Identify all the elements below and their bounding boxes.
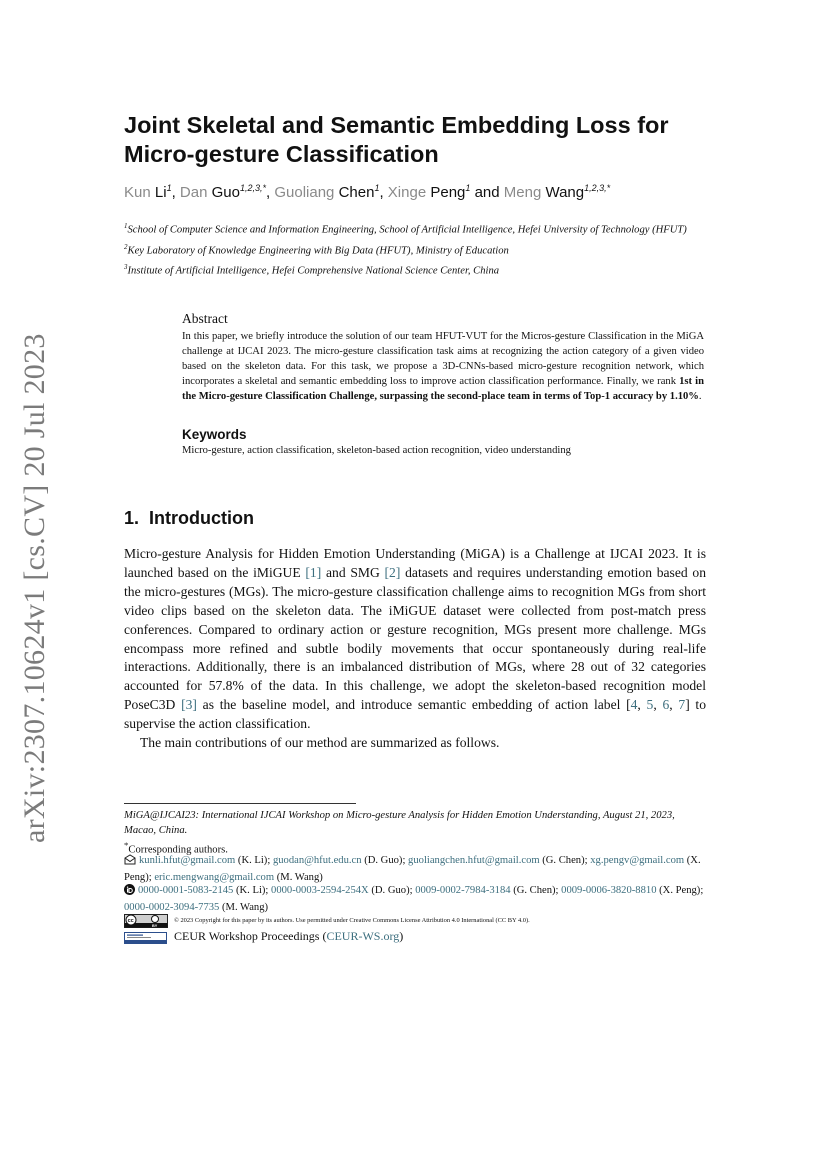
svg-text:cc: cc <box>127 917 134 924</box>
orcid-link-5[interactable]: 0000-0002-3094-7735 <box>124 902 220 913</box>
paper-title <box>124 111 706 169</box>
orcid-link-1[interactable]: 0000-0001-5083-2145 <box>138 885 234 896</box>
keywords-text: Micro-gesture, action classification, skeleton-based action recognition, video understanding <box>182 445 571 456</box>
citation-7[interactable]: 7 <box>678 697 686 713</box>
affiliation-2: $^2$Key Laboratory of Knowledge Engineering with Big Data (HFUT), Ministry of Education <box>124 242 509 257</box>
title-line-2: Micro-gesture Classification <box>124 141 439 167</box>
email-link-4[interactable]: xg.pengv@gmail.com <box>590 855 685 866</box>
citation-3[interactable]: [3] <box>181 697 197 713</box>
affiliation-3: $^3$Institute of Artificial Intelligence, Hefei Comprehensive National Science Center, China <box>124 263 500 277</box>
author-3: Guoliang Chen$^1$, <box>274 183 388 201</box>
email-link-3[interactable]: guoliangchen.hfut@gmail.com <box>408 855 540 866</box>
intro-body <box>124 545 706 753</box>
email-link-5[interactable]: eric.mengwang@gmail.com <box>154 872 275 883</box>
intro-paragraph-1: Micro-gesture Analysis for Hidden Emotion Understanding (MiGA) is a Challenge at IJCAI 2023. It is launched based on the iMiGUE [1] and SMG [2] datasets and requires understanding emotion based on the micro-gestures (MGs). The micro-gesture classification challenge aims to recognition MGs from short video clips based on the skeleton data. The iMiGUE dataset were collected from post-match press conferences. Compared to ordinary action or gesture recognition, MGs present more challenge. MGs encompass more refined and subtle bodily movements that occur spontaneously during real-life interactions. Additionally, there is an imbalanced distribution of MGs, where 28 out of 32 categories accounted for 57.8% of the data. In this challenge, we adopt the skeleton-based recognition model PoseC3D [3] as the baseline model, and introduce semantic embedding of action label [4, 5, 6, 7] to supervise the action classification. <box>124 546 707 732</box>
title-line-1: Joint Skeletal and Semantic Embedding Loss for <box>124 112 669 138</box>
author-5: Meng Wang$^{1,2,3,*}$ <box>503 183 611 201</box>
footnote-orcids: 0000-0001-5083-2145 (K. Li); 0000-0003-2594-254X (D. Guo); 0009-0002-7984-3184 (G. Chen); 0009-0006-3820-8810 (X. Peng); 0000-0002-3094-7735 (M. Wang) <box>124 885 704 913</box>
abstract-text: In this paper, we briefly introduce the solution of our team HFUT-VUT for the Micros-gesture Classification in the MiGA challenge at IJCAI 2023. The micro-gesture classification task aims at recognizing the action category of a given video based on the skeleton data. For this task, we propose a 3D-CNNs-based micro-gesture recognition network, which incorporates a skeletal and semantic embedding loss to improve action classification performance. Finally, we rank 1st in the Micro-gesture Classification Challenge, surpassing the second-place team in terms of Top-1 accuracy by 1.10%. <box>182 331 704 403</box>
orcid-link-2[interactable]: 0000-0003-2594-254X <box>271 885 369 896</box>
citation-4[interactable]: 4 <box>630 697 638 713</box>
footnote-rule <box>124 803 356 804</box>
email-link-1[interactable]: kunli.hfut@gmail.com <box>139 855 236 866</box>
citation-6[interactable]: 6 <box>662 697 670 713</box>
section-heading: 1. Introduction <box>124 508 255 528</box>
citation-5[interactable]: 5 <box>646 697 654 713</box>
author-4: Xinge Peng$^1$ and <box>387 183 504 201</box>
keywords-heading: Keywords <box>182 427 247 442</box>
footnote-corresponding: *Corresponding authors. <box>124 840 228 856</box>
abstract-result: 1st in the Micro-gesture Classification Challenge, surpassing the second-place team in terms of Top-1 accuracy by 1.10% <box>182 376 704 403</box>
author-1: Kun Li$^1$, <box>124 183 180 201</box>
svg-text:BY: BY <box>152 923 158 928</box>
affiliations <box>124 219 706 281</box>
envelope-icon <box>124 854 136 870</box>
footnote-emails: kunli.hfut@gmail.com (K. Li); guodan@hfut.edu.cn (D. Guo); guoliangchen.hfut@gmail.com (G. Chen); xg.pengv@gmail.com (X. Peng); eric.mengwang@gmail.com (M. Wang) <box>124 855 701 883</box>
ceur-logo-icon <box>124 931 167 949</box>
ceur-proceedings: CEUR Workshop Proceedings (CEUR-WS.org) <box>174 929 404 943</box>
affiliation-1: $^1$School of Computer Science and Information Engineering, School of Artificial Intelligence, Hefei University of Technology (HFUT) <box>124 222 687 236</box>
citation-1[interactable]: [1] <box>305 564 322 580</box>
intro-paragraph-2: The main contributions of our method are summarized as follows. <box>140 735 500 751</box>
orcid-link-4[interactable]: 0009-0006-3820-8810 <box>561 885 657 896</box>
citation-2[interactable]: [2] <box>384 564 401 580</box>
abstract-heading: Abstract <box>182 311 228 326</box>
orcid-icon <box>124 884 135 900</box>
arxiv-stamp: arXiv:2307.10624v1 [cs.CV] 20 Jul 2023 <box>18 333 51 843</box>
copyright-notice: © 2023 Copyright for this paper by its authors. Use permitted under Creative Commons License Attribution 4.0 International (CC BY 4.0). <box>174 917 530 924</box>
ceur-ws-link[interactable]: CEUR-WS.org <box>326 929 400 943</box>
email-link-2[interactable]: guodan@hfut.edu.cn <box>272 855 362 866</box>
orcid-link-3[interactable]: 0009-0002-7984-3184 <box>415 885 511 896</box>
footnote-venue: MiGA@IJCAI23: International IJCAI Workshop on Micro-gesture Analysis for Hidden Emotion Understanding, August 21, 2023, Macao, China. <box>124 810 675 836</box>
author-list <box>124 183 706 201</box>
author-2: Dan Guo$^{1,2,3,*}$, <box>179 183 275 201</box>
